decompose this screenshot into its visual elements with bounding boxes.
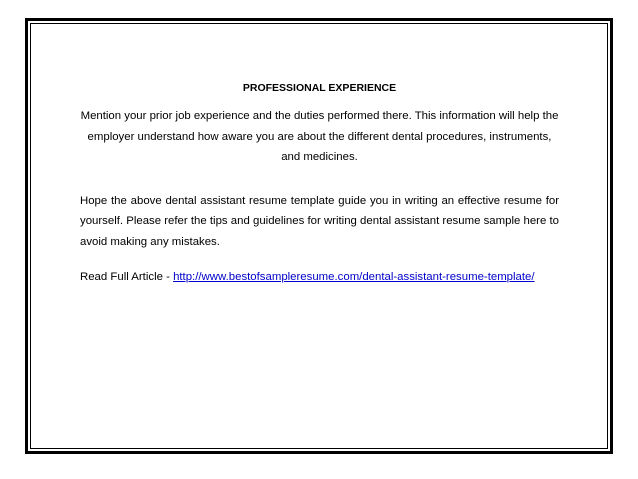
section-heading: PROFESSIONAL EXPERIENCE [242, 82, 397, 94]
document-content [80, 80, 559, 288]
article-link[interactable]: http://www.bestofsampleresume.com/dental-assistant-resume-template/ [173, 271, 535, 283]
read-more-line [80, 267, 559, 288]
closing-paragraph: Hope the above dental assistant resume template guide you in writing an effective resume for yourself. Please refer the tips and guidelines for writing dental assistant resume sample here to avoid making any mistakes. [80, 194, 559, 248]
experience-paragraph: Mention your prior job experience and the duties performed there. This information will help the employer understand how aware you are about the different dental procedures, instruments, and medicines. [80, 110, 559, 163]
read-more-label: Read Full Article - [80, 271, 174, 283]
